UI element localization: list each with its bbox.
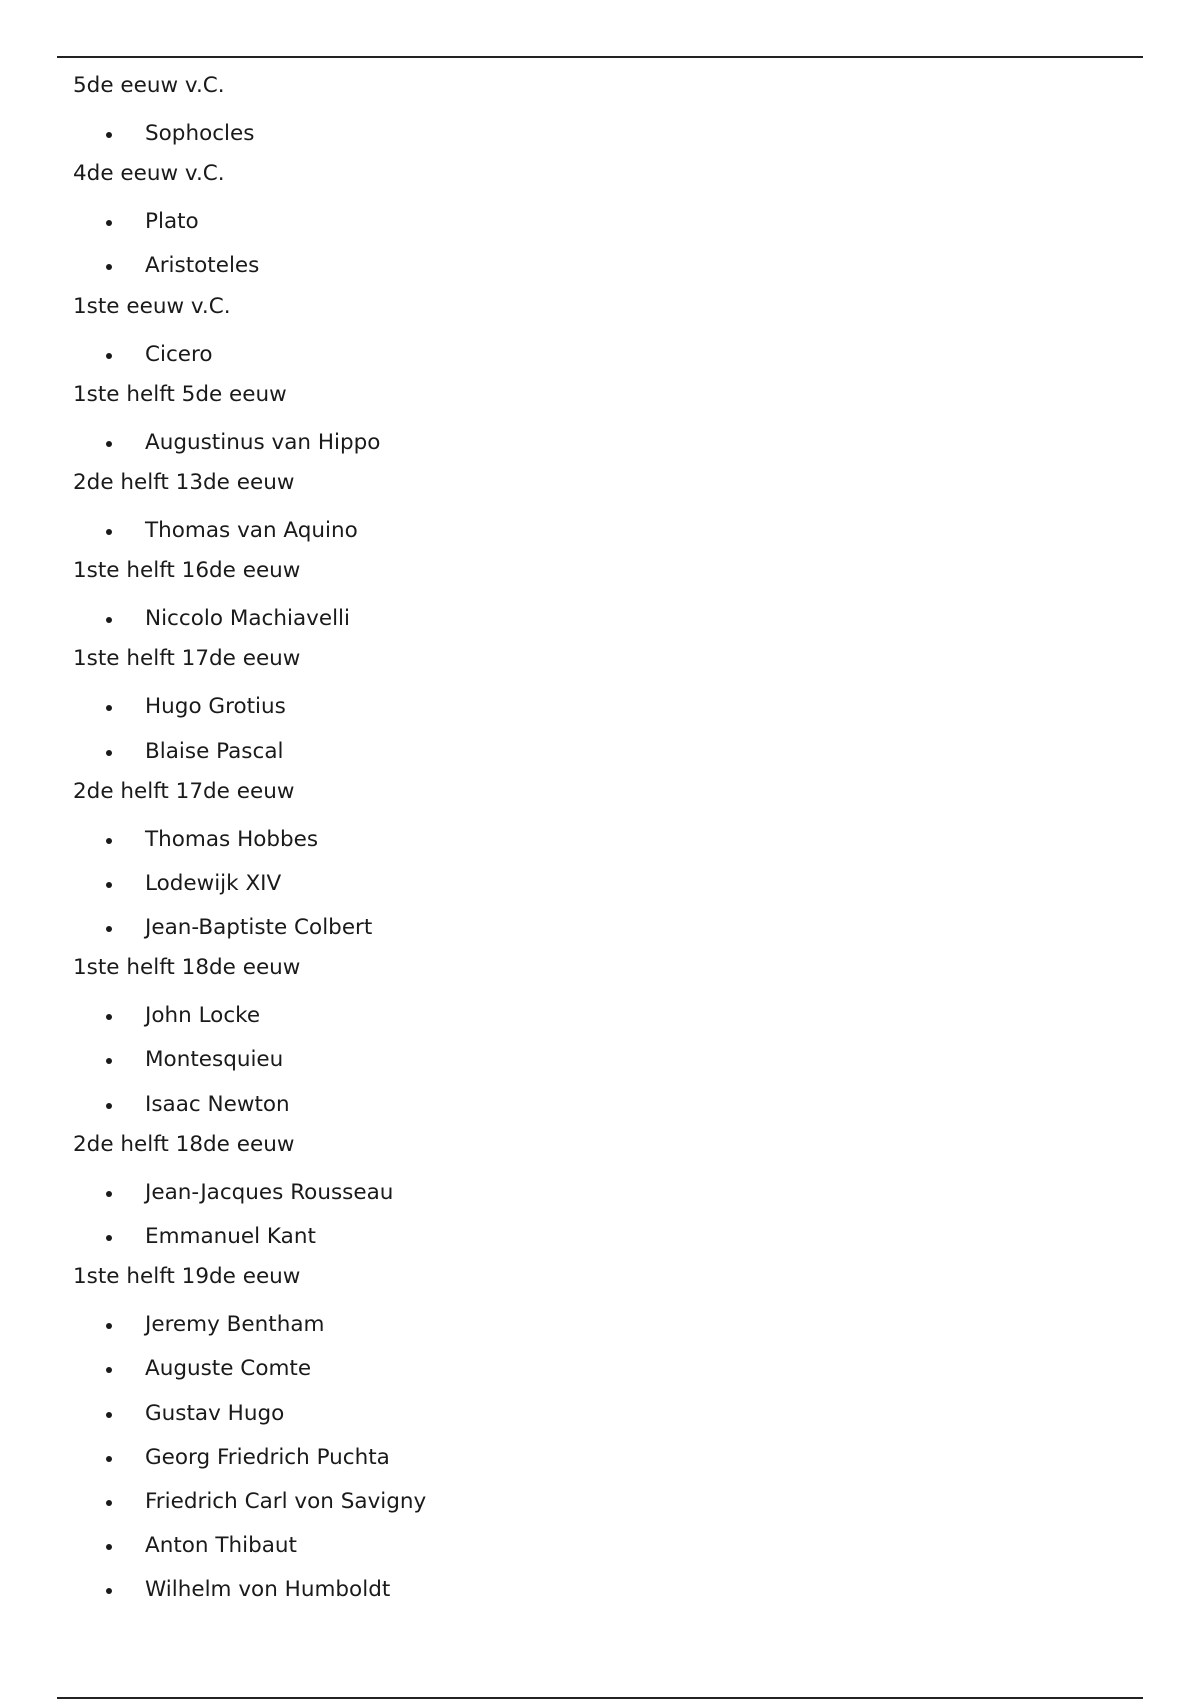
person-name: Thomas Hobbes xyxy=(145,826,319,852)
period-heading: 2de helft 13de eeuw xyxy=(73,469,295,495)
timeline-list xyxy=(73,68,1133,1613)
bullet-icon xyxy=(106,926,112,932)
bullet-icon xyxy=(106,353,112,359)
list-item xyxy=(73,730,1133,774)
list-item xyxy=(73,862,1133,906)
bullet-icon xyxy=(106,1191,112,1197)
list-item xyxy=(73,818,1133,862)
period-heading: 2de helft 18de eeuw xyxy=(73,1131,295,1157)
person-name: Aristoteles xyxy=(145,253,260,279)
bullet-icon xyxy=(106,1544,112,1550)
person-name: Blaise Pascal xyxy=(145,738,284,764)
bullet-icon xyxy=(106,1456,112,1462)
bullet-icon xyxy=(106,441,112,447)
person-name: Augustinus van Hippo xyxy=(145,429,381,455)
list-item xyxy=(73,1171,1133,1215)
period-heading: 4de eeuw v.C. xyxy=(73,161,225,187)
list-item xyxy=(73,1480,1133,1524)
person-name: John Locke xyxy=(145,1003,261,1029)
person-name: Wilhelm von Humboldt xyxy=(145,1577,391,1603)
bottom-rule xyxy=(57,1697,1143,1699)
list-item xyxy=(73,1392,1133,1436)
person-name: Emmanuel Kant xyxy=(145,1224,316,1249)
top-rule xyxy=(57,56,1143,58)
list-item xyxy=(73,1038,1133,1082)
list-item xyxy=(73,509,1133,553)
list-item xyxy=(73,1436,1133,1480)
list-item xyxy=(73,333,1133,377)
bullet-icon xyxy=(106,1412,112,1418)
bullet-icon xyxy=(106,264,112,270)
person-name: Jean-Baptiste Colbert xyxy=(145,915,373,941)
bullet-icon xyxy=(106,1323,112,1329)
period-heading: 1ste helft 19de eeuw xyxy=(73,1264,301,1290)
list-item xyxy=(73,112,1133,156)
person-name: Niccolo Machiavelli xyxy=(145,606,351,632)
person-name: Cicero xyxy=(145,341,213,367)
list-item xyxy=(73,1083,1133,1127)
list-item xyxy=(73,1347,1133,1391)
bullet-icon xyxy=(106,1588,112,1594)
person-name: Auguste Comte xyxy=(145,1356,312,1382)
list-item xyxy=(73,1524,1133,1568)
bullet-icon xyxy=(106,1103,112,1109)
period-heading: 1ste helft 18de eeuw xyxy=(73,955,301,981)
period-heading: 1ste eeuw v.C. xyxy=(73,293,231,319)
person-name: Friedrich Carl von Savigny xyxy=(145,1488,427,1514)
person-name: Thomas van Aquino xyxy=(145,517,358,543)
person-name: Montesquieu xyxy=(145,1047,284,1073)
person-name: Jeremy Bentham xyxy=(145,1312,325,1338)
bullet-icon xyxy=(106,1235,112,1241)
bullet-icon xyxy=(106,220,112,226)
period-heading: 2de helft 17de eeuw xyxy=(73,778,295,804)
period-heading: 1ste helft 17de eeuw xyxy=(73,646,301,672)
list-item xyxy=(73,685,1133,729)
list-item xyxy=(73,1303,1133,1347)
bullet-icon xyxy=(106,1367,112,1373)
list-item xyxy=(73,597,1133,641)
bullet-icon xyxy=(106,882,112,888)
bullet-icon xyxy=(106,1058,112,1064)
person-name: Jean-Jacques Rousseau xyxy=(145,1179,394,1205)
person-name: Hugo Grotius xyxy=(145,694,286,720)
person-name: Plato xyxy=(145,209,199,235)
bullet-icon xyxy=(106,617,112,623)
period-heading: 1ste helft 16de eeuw xyxy=(73,558,301,584)
person-name: Georg Friedrich Puchta xyxy=(145,1444,390,1470)
list-item xyxy=(73,200,1133,244)
person-name: Sophocles xyxy=(145,121,255,146)
bullet-icon xyxy=(106,529,112,535)
list-item xyxy=(73,244,1133,288)
person-name: Isaac Newton xyxy=(145,1091,290,1117)
period-heading: 5de eeuw v.C. xyxy=(73,73,225,98)
list-item xyxy=(73,1215,1133,1259)
person-name: Gustav Hugo xyxy=(145,1400,285,1426)
bullet-icon xyxy=(106,838,112,844)
list-item xyxy=(73,994,1133,1038)
person-name: Lodewijk XIV xyxy=(145,870,282,896)
list-item xyxy=(73,1568,1133,1612)
period-heading: 1ste helft 5de eeuw xyxy=(73,381,287,407)
bullet-icon xyxy=(106,1500,112,1506)
bullet-icon xyxy=(106,750,112,756)
list-item xyxy=(73,906,1133,950)
person-name: Anton Thibaut xyxy=(145,1533,297,1559)
bullet-icon xyxy=(106,1014,112,1020)
bullet-icon xyxy=(106,132,112,138)
list-item xyxy=(73,421,1133,465)
bullet-icon xyxy=(106,705,112,711)
